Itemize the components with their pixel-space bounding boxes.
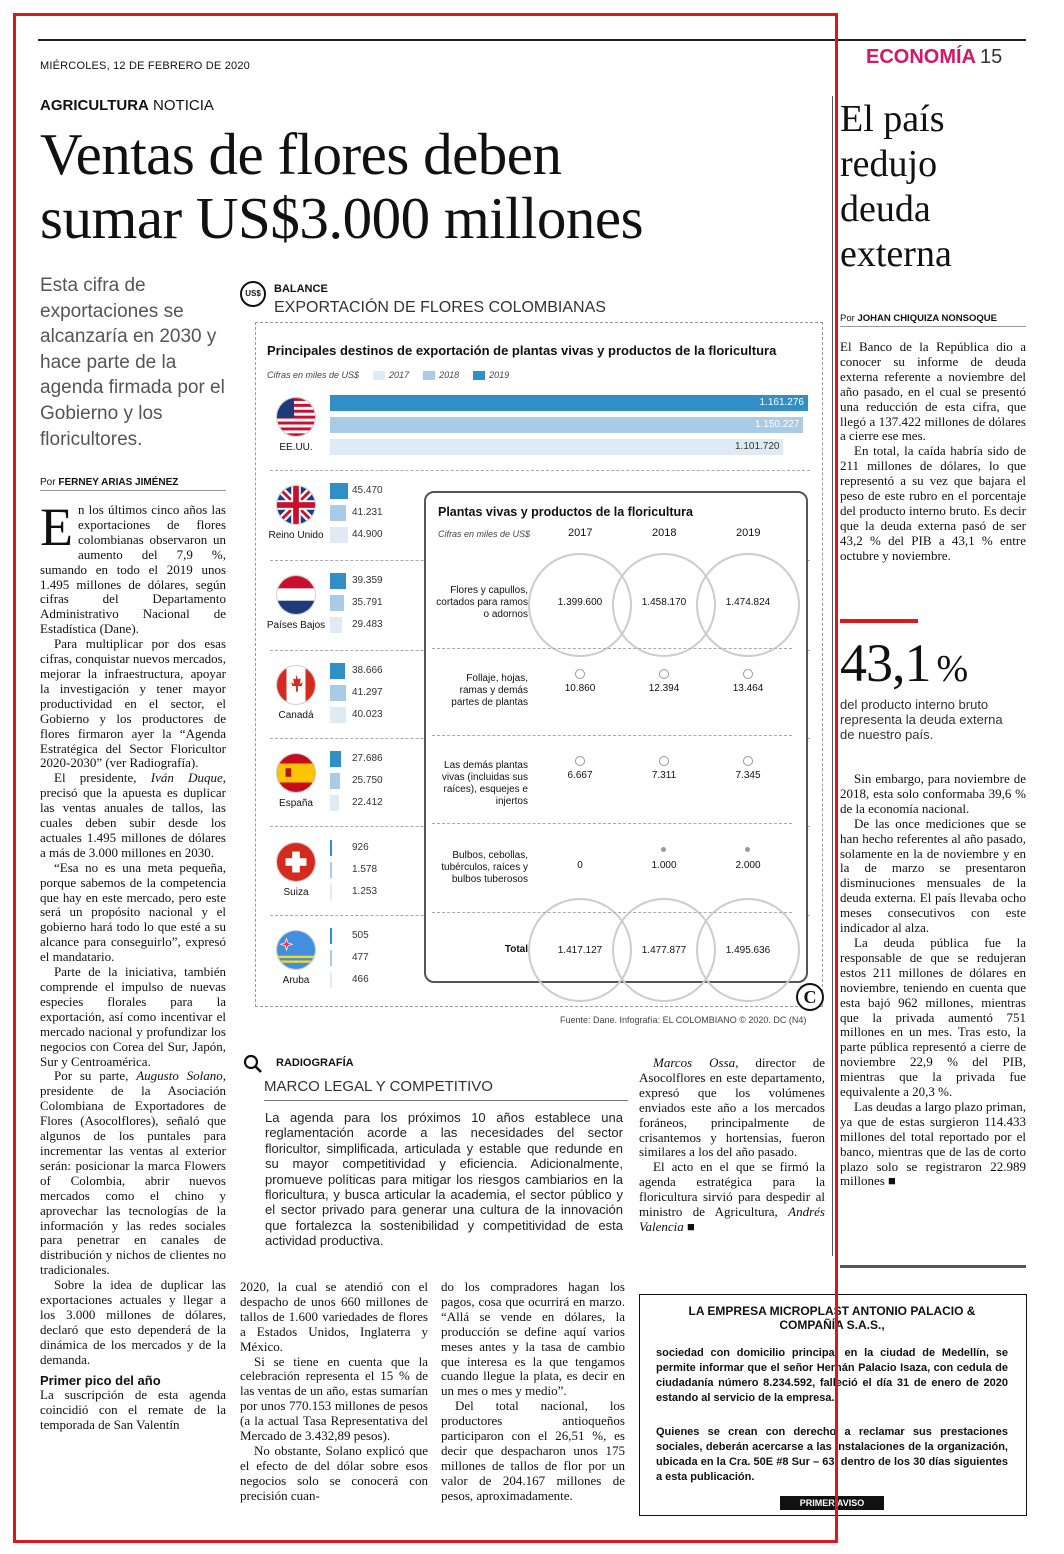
paragraph-text: , precisó que la apuesta es duplicar las ventas anuales de tallos, las cuales deben subir desde los actuales 1.495 millones de dólares a más de 3.000 millones en 2030. (40, 770, 226, 860)
data-label: 38.666 (352, 665, 383, 676)
kicker (40, 97, 214, 114)
paragraph-text: Las deudas a largo plazo priman, ya que de estas surgieron 114.433 millones del total reportado por el banco, mientras que de las de corto plazo solo se registraron 22.989 millones (840, 1098, 1026, 1189)
sidebar-byline (840, 313, 997, 324)
flag-es-icon (276, 753, 316, 793)
dropcap: E (40, 497, 73, 557)
bar-2018 (330, 950, 332, 966)
bar-2019 (330, 663, 345, 679)
page-number: 15 (980, 46, 1003, 68)
sidebar-headline-line: deuda (840, 188, 931, 230)
value-marker (575, 756, 585, 766)
end-mark: ■ (683, 1218, 695, 1234)
kicker-topic: AGRICULTURA (40, 97, 149, 114)
article-paragraph: 2020, la cual se atendió con el despacho de unos 660 millones de tallos de 1.600 variedades de flores a Estados Unidos, Inglaterra y México. (240, 1279, 428, 1354)
person-name: Augusto Solano (136, 1068, 223, 1084)
legend-swatch (373, 371, 385, 380)
byline-rule (40, 490, 226, 491)
byline-author: FERNEY ARIAS JIMÉNEZ (58, 477, 179, 488)
sidebar-byline-rule (840, 326, 1026, 327)
bar-2019 (330, 573, 346, 589)
value-marker (659, 756, 669, 766)
person-name: Marcos Ossa (653, 1055, 736, 1070)
legend-units: Cifras en miles de US$ (267, 370, 360, 381)
infographic-logo: US$ (240, 281, 266, 307)
row-separator (432, 823, 792, 824)
data-label: 1.578 (352, 864, 378, 875)
total-cell: 1.417.127 (557, 945, 603, 956)
infographic-title: EXPORTACIÓN DE FLORES COLOMBIANAS (274, 299, 606, 316)
row-label: Bulbos, cebollas, tubérculos, raíces y bulbos tuberosos (441, 850, 528, 885)
sidebar-headline (840, 97, 952, 277)
data-label: 41.231 (352, 507, 383, 518)
legend-item-2017 (373, 370, 409, 380)
article-column-1 (40, 497, 226, 1433)
magnifier-icon (243, 1054, 263, 1074)
table-cell: 10.860 (564, 683, 596, 694)
kicker-type: NOTICIA (148, 97, 214, 114)
big-stat-value: 43,1 (840, 633, 931, 693)
total-cell: 1.495.636 (725, 945, 771, 956)
article-paragraph: Si se tiene en cuenta que la celebración representa el 15 % de las ventas de un año, estas sumarían por unos 770.153 millones de pesos (a la actual Tasa Representativa del Mercado de 3.432,89 pesos). (240, 1353, 428, 1444)
inner-table-title: Plantas vivas y productos de la floricultura (438, 505, 693, 519)
person-name: Andrés Valencia (639, 1204, 825, 1234)
data-label: 27.686 (352, 753, 383, 764)
end-mark: ■ (884, 1173, 896, 1189)
table-cell: 0 (577, 860, 583, 871)
table-cell: 1.474.824 (725, 597, 771, 608)
table-cell: 1.458.170 (641, 597, 687, 608)
stat-accent-bar (840, 619, 918, 623)
year-header: 2017 (568, 527, 593, 539)
bar-2019 (330, 928, 332, 944)
article-paragraph (639, 1160, 825, 1235)
data-label: 44.900 (352, 529, 383, 540)
byline-author: JOHAN CHIQUIZA NONSOQUE (857, 313, 997, 324)
infographic-header (240, 281, 820, 316)
article-paragraph (40, 497, 226, 637)
country-name: Aruba (282, 975, 310, 986)
sidebar-headline-line: externa (840, 233, 952, 275)
data-label: 45.470 (352, 485, 383, 496)
value-marker (661, 847, 666, 852)
data-label: 505 (352, 930, 369, 941)
country-name: EE.UU. (279, 442, 313, 453)
value-marker (743, 756, 753, 766)
sidebar-headline-line: redujo (840, 143, 938, 185)
paragraph-text: n los últimos cinco años las exportaciones de flores colombianas observaron un aumento del 7,9 %, sumando en todo el 2019 unos 1.495 millones de dólares, según cifras del Departamento Administrativo Nacional de Estadística (Dane). (40, 502, 226, 637)
paragraph-text: Por su parte, (54, 1068, 137, 1084)
legal-notice-paragraph: sociedad con domicilio principal en la ciudad de Medellín, se permite informar que el señor Hernán Palacio Isaza, con cedula de ciudadanía número 8.234.592, falleció el día 31 de enero de 2020 estando al servicio de la empresa. (656, 1347, 1008, 1404)
article-paragraph: No obstante, Solano explicó que el efecto de del dólar sobre esos negocios solo se conocerá con precisión cuan- (240, 1442, 428, 1503)
legend-swatch (473, 371, 485, 380)
legend-item-2018 (423, 370, 459, 380)
table-cell: 7.345 (735, 770, 761, 781)
country-name: España (279, 798, 313, 809)
data-label: 29.483 (352, 619, 383, 630)
article-paragraph: El Banco de la República dio a conocer su informe de deuda externa referente a noviembre del año pasado, en el cual se presentó una reducción de esta cifra, que llegó a 137.422 millones de dólares a cierre ese mes. (840, 339, 1026, 444)
total-label: Total (504, 944, 528, 955)
article-paragraph: La deuda pública fue la responsable de que se redujeran estos 211 millones de dólares en noviembre, teniendo en cuenta que esta bajó 962 millones, mientras que la privada aumentó 751 millones en un mes. Tras esto, la parte pública representó a cierre de noviembre 22,9 % del PIB, mientras que la privada fue equivalente a 20,3 %. (840, 934, 1026, 1100)
article-paragraph (840, 1100, 1026, 1189)
article-paragraph: Parte de la iniciativa, también comprende el impulso de nuevas especies florales para la exportación, así como incentivar el mercado nacional y profundizar los negocios con Corea del Sur, Japón, Sur y Centroamérica. (40, 964, 226, 1069)
section-tag (866, 42, 1026, 69)
legend-label: 2018 (439, 370, 460, 380)
chart-legend (267, 370, 509, 380)
year-header: 2019 (736, 527, 761, 539)
flag-uk-icon (276, 485, 316, 525)
data-label: 35.791 (352, 597, 383, 608)
sidebar-bottom-rule (840, 1265, 1026, 1268)
issue-date: MIÉRCOLES, 12 DE FEBRERO DE 2020 (40, 60, 250, 72)
article-paragraph (40, 771, 226, 860)
country-name: Países Bajos (266, 620, 326, 631)
country-name: Canadá (278, 710, 314, 721)
headline-line-2: sumar US$3.000 millones (40, 185, 644, 251)
radiografia-rule (264, 1100, 628, 1101)
paragraph-text: , director de Asocolflores en este departamento, expresó que los volúmenes enviados este año a los mercados foráneos, principalmente de crisantemos y hortensias, fueron similares a los del año pasado. (639, 1055, 825, 1160)
bar-2018 (330, 595, 344, 611)
paragraph-text: El acto en el que se firmó la agenda estratégica para la floricultura sirvió para despedir al ministro de Agricultura, (639, 1159, 825, 1220)
article-paragraph: Para multiplicar por dos esas cifras, conquistar nuevos mercados, mejorar la infraestructura, apoyar la investigación y tener mayor productividad en el sector, el Gobierno y los productores de flores firmaron ayer la “Agenda Estratégica del Sector Floricultor 2020-2030” (ver Radiografía). (40, 636, 226, 771)
bar-2017 (330, 439, 783, 455)
table-cell: 6.667 (567, 770, 593, 781)
sidebar-divider (832, 96, 833, 1256)
legend-item-2019 (473, 370, 509, 380)
bar-2019 (330, 483, 348, 499)
article-paragraph: do los compradores hagan los pagos, cosa que ocurrirá en marzo. “Allá se vende en dólares, la producción se define aquí varios meses antes y la tasa de cambio que interesa es la que tengamos cuando llegue la plata, es decir en un mes o mes y medio”. (441, 1279, 625, 1399)
subhead: Primer pico del año (40, 1372, 161, 1388)
bar-2018 (330, 417, 803, 433)
table-cell: 1.399.600 (557, 597, 603, 608)
article-column-3 (441, 1280, 625, 1504)
article-paragraph: “Esa no es una meta pequeña, porque sabemos de la competencia que hay en este mercado, pero este será un propósito nacional y el gobierno hará todo lo que esté a su alcance para conseguirlo”, expresó el mandatario. (40, 859, 226, 965)
paragraph-text: , presidente de la Asociación Colombiana de Exportadores de Flores (Asocolflores), señaló que algunos de los puntales para incrementar las ventas al exterior serán: posicionar la marca Flowers of Colombia, abrir nuevos mercados como el chino y aprovechar las tecnologías de la información y las redes sociales para penetrar en canales de distribución y nichos de clientes no tradicionales. (40, 1068, 226, 1278)
headline (40, 122, 820, 250)
data-label: 477 (352, 952, 369, 963)
table-cell: 1.000 (651, 860, 677, 871)
radiografia-title: MARCO LEGAL Y COMPETITIVO (264, 1078, 493, 1095)
article-paragraph (639, 1056, 825, 1160)
byline (40, 477, 178, 488)
flag-nl-icon (276, 575, 316, 615)
data-label: 25.750 (352, 775, 383, 786)
article-paragraph: En total, la caída habría sido de 211 millones de dólares, lo que representó a su vez que bajara el peso de este rubro en el porcentaje del producto interno bruto. Es decir que la deuda externa pasó de ser 43,2 % del PIB a 43,1 % entre octubre y noviembre. (840, 443, 1026, 563)
headline-line-1: Ventas de flores deben (40, 121, 562, 187)
bar-2019 (330, 840, 332, 856)
row-label: Follaje, hojas, ramas y demás partes de plantas (451, 673, 528, 708)
row-separator (432, 648, 792, 649)
article-column-2 (240, 1280, 428, 1504)
table-cell: 7.311 (651, 770, 677, 781)
data-label: 40.023 (352, 709, 383, 720)
table-cell: 12.394 (648, 683, 680, 694)
data-label: 1.101.720 (734, 441, 780, 452)
paragraph-text: El presidente, (54, 770, 151, 786)
article-paragraph: Sobre la idea de duplicar las exportaciones actuales y llegar a los 3.000 millones de dólares, declaró que esto dependerá de la dinámica de los mercados y de la demanda. (40, 1277, 226, 1367)
byline-prefix: Por (840, 313, 858, 324)
flag-ca-icon (276, 665, 316, 705)
data-label: 22.412 (352, 797, 383, 808)
bar-2017 (330, 795, 339, 811)
article-paragraph: Sin embargo, para noviembre de 2018, esta solo conformaba 39,6 % de la economía nacional. (840, 771, 1026, 816)
total-cell: 1.477.877 (641, 945, 687, 956)
inner-table-units: Cifras en miles de US$ (438, 529, 531, 539)
row-separator (432, 735, 792, 736)
data-label: 926 (352, 842, 369, 853)
flag-ch-icon (276, 842, 316, 882)
legal-notice-badge: PRIMER AVISO (780, 1496, 884, 1510)
person-name: Iván Duque (150, 770, 223, 786)
article-paragraph: De las once mediciones que se han hecho referentes al año pasado, solamente en la de noviembre y en la de marzo se presentaron disminuciones mensuales de la deuda externa. El país llevaba ocho meses consecutivos con este indicador al alza. (840, 815, 1026, 936)
data-label: 1.253 (352, 886, 378, 897)
byline-prefix: Por (40, 477, 59, 488)
value-marker (745, 847, 750, 852)
country-name: Reino Unido (268, 530, 324, 541)
sidebar-headline-line: El país (840, 98, 945, 140)
article-paragraph: La suscripción de esta agenda coincidió con el remate de la temporada de San Valentín (40, 1387, 226, 1433)
big-stat-unit: % (936, 648, 968, 690)
article-paragraph: Del total nacional, los productores antioqueños participaron con el 26,51 %, es decir que despacharon unos 175 millones de tallos de flor por un valor de 204.167 millones de pesos, aproximadamente. (441, 1398, 625, 1503)
bar-2019 (330, 751, 341, 767)
infographic-source: Fuente: Dane. Infografía: EL COLOMBIANO © 2020. DC (N4) (560, 1015, 807, 1025)
sidebar-column-bottom (840, 772, 1026, 1189)
legend-label: 2017 (389, 370, 410, 380)
article-column-4 (639, 1056, 825, 1235)
table-cell: 13.464 (732, 683, 764, 694)
value-marker (575, 669, 585, 679)
data-label: 466 (352, 974, 369, 985)
el-colombiano-logo: C (796, 983, 824, 1011)
bar-2017 (330, 527, 348, 543)
infographic-label: BALANCE (274, 283, 328, 295)
year-header: 2018 (652, 527, 677, 539)
bar-2017 (330, 617, 342, 633)
value-marker (743, 669, 753, 679)
country-name: Suiza (283, 887, 309, 898)
flag-aw-icon (276, 930, 316, 970)
bar-2018 (330, 685, 346, 701)
table-cell: 2.000 (735, 860, 761, 871)
section-name: ECONOMÍA (866, 46, 976, 68)
bar-2017 (330, 707, 346, 723)
radiografia-text: La agenda para los próximos 10 años establece una reglamentación acorde a las necesidades del sector floricultor, simplificada, articulada y estable que redunde en su mayor competitividad y eficiencia. Adicionalmente, promueve políticas para mitigar los riesgos cambiarios en la floricultura, y busca articular la academia, el sector público y el sector privado para generar una cultura de la innovación que fortalezca la sostenibilidad y competitividad de esta actividad productiva. (265, 1110, 623, 1249)
bar-2019 (330, 395, 808, 411)
bar-2018 (330, 505, 346, 521)
row-separator (270, 470, 810, 471)
data-label: 39.359 (352, 575, 383, 586)
bar-2017 (330, 884, 332, 900)
big-stat (840, 633, 967, 699)
deck: Esta cifra de exportaciones se alcanzaría en 2030 y hace parte de la agenda firmada por el Gobierno y los floricultores. (40, 275, 225, 450)
legend-label: 2019 (489, 370, 510, 380)
row-separator (432, 912, 792, 913)
sidebar-column-top (840, 340, 1026, 564)
data-label: 1.150.227 (754, 419, 800, 430)
bar-2018 (330, 773, 340, 789)
infographic-subtitle: Principales destinos de exportación de plantas vivas y productos de la floricultura (267, 343, 777, 358)
bar-2018 (330, 862, 332, 878)
bar-2017 (330, 972, 332, 988)
top-rule (38, 39, 1026, 41)
radiografia-label: RADIOGRAFÍA (276, 1057, 354, 1069)
legal-notice-paragraph: Quienes se crean con derecho a reclamar sus prestaciones sociales, deberán acercarse a las instalaciones de la organización, ubicada en la Cra. 50E #8 Sur – 63, dentro de los 30 días siguientes a esta publicación. (656, 1426, 1008, 1483)
big-stat-caption: del producto interno bruto representa la deuda externa de nuestro país. (840, 697, 1003, 742)
legal-notice-title: LA EMPRESA MICROPLAST ANTONIO PALACIO & COMPAÑÍA S.A.S., (688, 1304, 976, 1332)
data-label: 41.297 (352, 687, 383, 698)
article-paragraph (40, 1069, 226, 1278)
value-marker (659, 669, 669, 679)
legend-swatch (423, 371, 435, 380)
flag-usa-icon (276, 397, 316, 437)
row-label: Flores y capullos, cortados para ramos o adornos (436, 585, 528, 620)
data-label: 1.161.276 (759, 397, 804, 408)
row-label: Las demás plantas vivas (incluidas sus raíces), esquejes e injertos (441, 760, 528, 807)
